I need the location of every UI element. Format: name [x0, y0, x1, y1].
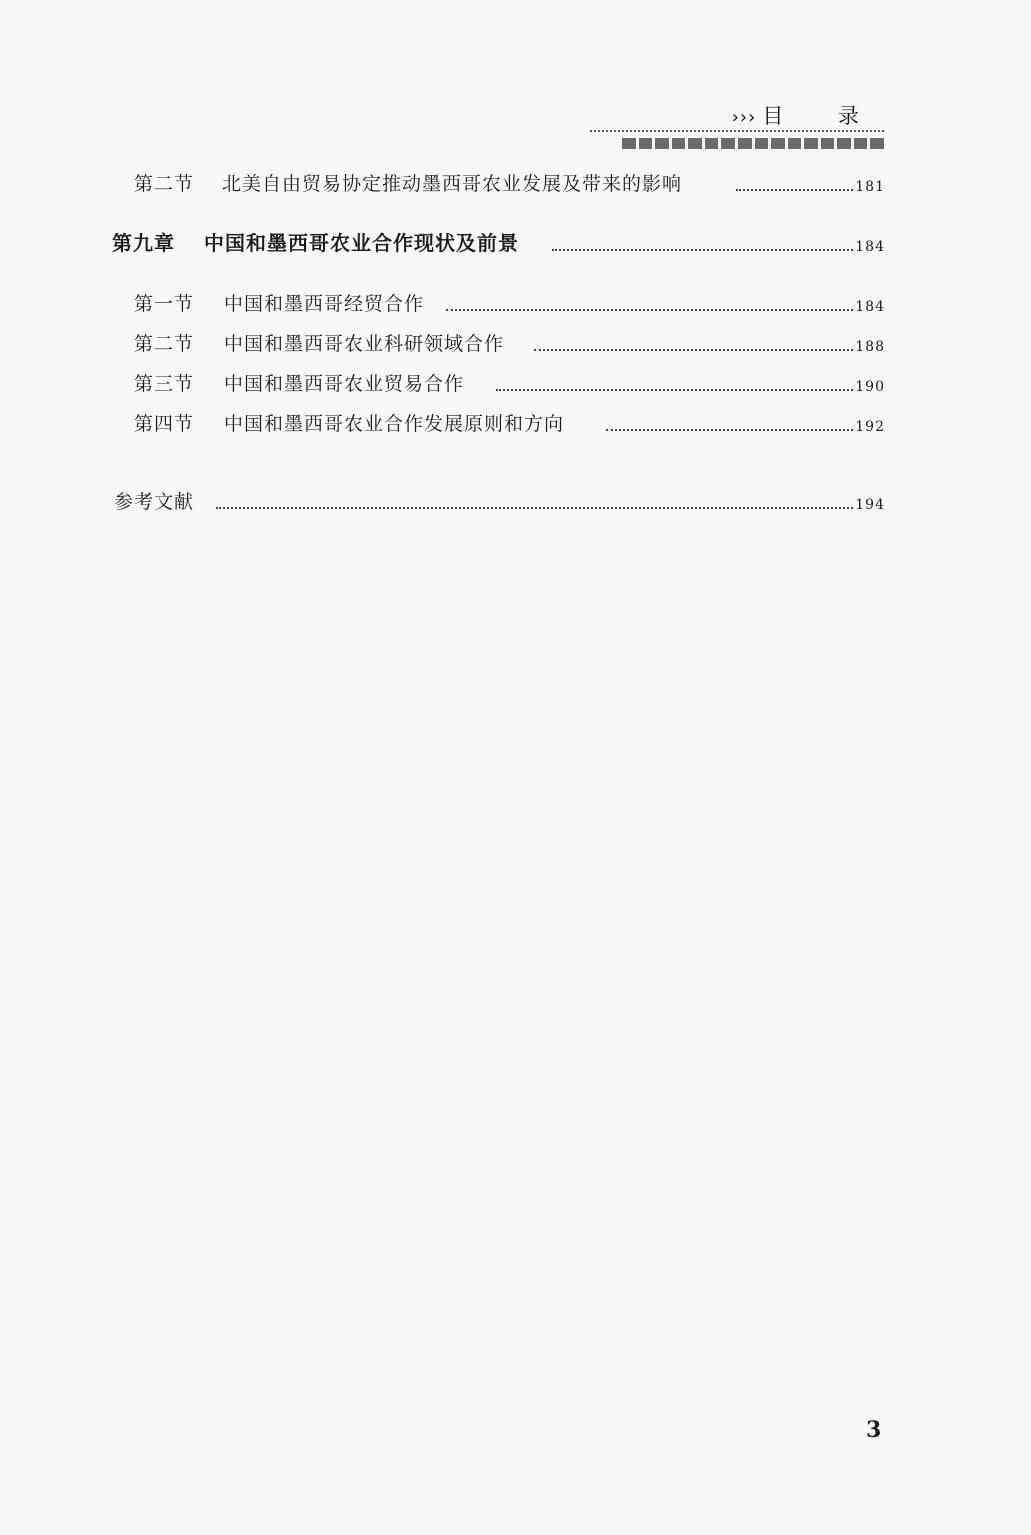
toc-entry-label: 第二节 [134, 333, 195, 355]
toc-entry[interactable] [0, 330, 1031, 360]
toc-entry-page: 184 [855, 299, 885, 315]
running-header [732, 100, 883, 130]
toc-entry[interactable] [0, 370, 1031, 400]
toc-entry-title: 中国和墨西哥农业科研领域合作 [224, 333, 505, 355]
toc-entry[interactable] [0, 290, 1031, 320]
toc-entry-label: 第九章 [112, 231, 175, 255]
page-number: 3 [866, 1417, 882, 1443]
toc-entry-page: 184 [855, 239, 885, 255]
toc-entry[interactable] [0, 410, 1031, 440]
header-dotted-rule [590, 130, 884, 132]
toc-entry-page: 192 [855, 419, 885, 435]
toc-entry-label: 第一节 [134, 293, 195, 315]
toc-leader [496, 389, 853, 391]
chevron-icon: ››› [731, 107, 757, 128]
toc-entry[interactable] [0, 170, 1031, 200]
toc-leader [552, 249, 853, 251]
toc-entry-title: 北美自由贸易协定推动墨西哥农业发展及带来的影响 [222, 173, 683, 195]
toc-entry-page: 188 [855, 339, 885, 355]
toc-entry-label: 第二节 [134, 173, 195, 195]
header-block-rule [622, 138, 884, 149]
toc-entry-page: 194 [855, 497, 885, 513]
toc-entry-label: 第三节 [134, 373, 195, 395]
header-title: 目 录 [762, 104, 883, 128]
toc-chapter-entry[interactable] [0, 230, 1031, 260]
toc-leader [446, 309, 853, 311]
toc-entry-label: 第四节 [134, 413, 195, 435]
toc-leader [736, 189, 853, 191]
toc-leader [534, 349, 853, 351]
toc-leader [606, 429, 853, 431]
toc-entry-title: 中国和墨西哥农业合作现状及前景 [204, 231, 519, 255]
toc-entry-title: 参考文献 [114, 491, 195, 513]
toc-entry-page: 190 [855, 379, 885, 395]
toc-entry-title: 中国和墨西哥农业合作发展原则和方向 [224, 413, 565, 435]
toc-entry-references[interactable] [0, 488, 1031, 518]
toc-leader [216, 507, 853, 509]
toc-entry-title: 中国和墨西哥经贸合作 [224, 293, 425, 315]
toc-entry-title: 中国和墨西哥农业贸易合作 [224, 373, 465, 395]
toc-entry-page: 181 [855, 179, 885, 195]
